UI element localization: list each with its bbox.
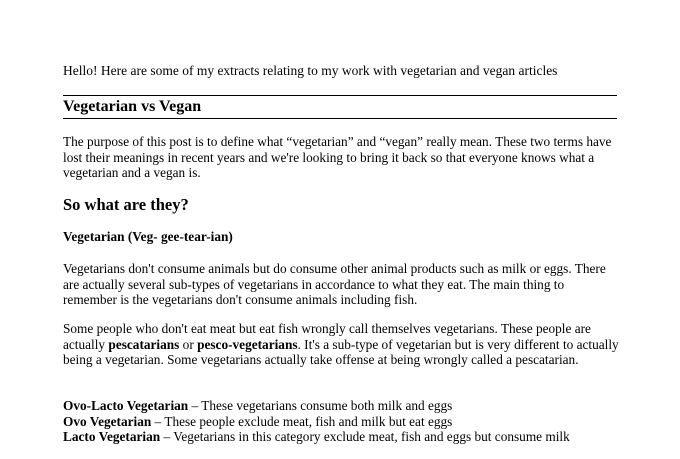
type-description: – These vegetarians consume both milk and eggs (188, 398, 453, 413)
term-pescatarians: pescatarians (108, 336, 180, 352)
vegetarian-types-list (63, 398, 619, 445)
type-name: Lacto Vegetarian (63, 429, 161, 444)
type-description: – Vegetarians in this category exclude meat, fish and eggs but consume milk (160, 429, 570, 444)
section-title-rule (63, 95, 617, 119)
paragraph-vegetarians: Vegetarians don't consume animals but do consume other animal products such as milk or eggs. There are actually several sub-types of vegetarians in accordance to what they eat. The main thing to remember is the vegetarians don't consume animals including fish. (63, 261, 606, 307)
type-name: Ovo Vegetarian (63, 413, 152, 429)
list-item (63, 414, 619, 430)
subheading-what-are-they: So what are they? (63, 195, 189, 214)
paragraph-pescatarians (63, 321, 619, 368)
intro-text: Hello! Here are some of my extracts relating to my work with vegetarian and vegan articles (63, 63, 558, 78)
paragraph-pescatarians-part3: . It's a sub-type of vegetarian but is very different to actually being a vegetarian. Some vegetarians actually take offense at being wrongly called a pescatarian. (63, 336, 619, 367)
type-description: – These people exclude meat, fish and milk but eat eggs (151, 413, 453, 429)
paragraph-pescatarians-part2: or (179, 336, 198, 352)
section-title: Vegetarian vs Vegan (63, 98, 202, 115)
list-item (63, 429, 619, 445)
type-name: Ovo-Lacto Vegetarian (63, 398, 189, 413)
vegetarian-heading: Vegetarian (Veg- gee-tear-ian) (63, 229, 233, 244)
list-item (63, 398, 619, 414)
paragraph-pescatarians-part1: Some people who don't eat meat but eat fish wrongly call themselves vegetarians. These people are actually (63, 321, 591, 352)
term-pesco-vegetarians: pesco-vegetarians (197, 336, 298, 352)
paragraph-purpose: The purpose of this post is to define what “vegetarian” and “vegan” really mean. These two terms have lost their meanings in recent years and we're looking to bring it back so that everyone knows what a vegetarian and a vegan is. (63, 134, 612, 180)
